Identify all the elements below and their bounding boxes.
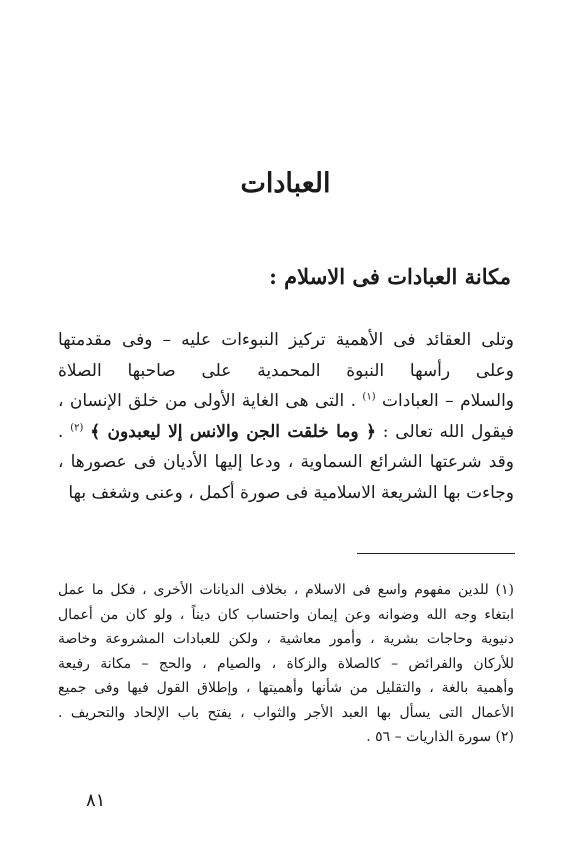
- body-line-2: وعلى رأسها النبوة المحمدية على صاحبها الصلاة: [58, 360, 514, 381]
- footnotes: [58, 578, 514, 750]
- body-line-3: [58, 386, 514, 417]
- body-line-3-start: والسلام – العبادات: [382, 391, 515, 411]
- body-line-5: وقد شرعتها الشرائع السماوية ، ودعا إليها الأديان فى عصورها ،: [58, 452, 514, 472]
- footnote-mark-2: (٢): [70, 421, 84, 433]
- body-line-4-start: فيقول الله تعالى :: [382, 421, 514, 442]
- quran-verse: ﴿ وما خلقت الجن والانس إلا ليعبدون ﴾: [90, 421, 376, 442]
- body-line-1: وتلى العقائد فى الأهمية تركيز النبوءات عليه – وفى مقدمتها: [58, 330, 514, 350]
- footnote-line-2: ابتغاء وجه الله وضوانه وعن إيمان واحتساب كان ديناً ، ولو كان من أعمال: [58, 606, 514, 623]
- footnote-line-1: (١) للدين مفهوم واسع فى الاسلام ، بخلاف الديانات الأخرى ، فكل ما عمل: [58, 582, 514, 598]
- chapter-title: العبادات: [240, 168, 331, 199]
- body-paragraph: [58, 325, 514, 508]
- footnote-line-4: للأركان والفرائض – كالصلاة والزكاة ، والصيام ، والحج – مكانة رفيعة: [58, 655, 514, 672]
- body-line-4: فيقول الله تعالى : ﴿ وما خلقت الجن والانس إلا ليعبدون ﴾ $^{(٢)}$ .: [58, 421, 514, 442]
- footnote-line-6: الأعمال التى يسأل بها العبد الأجر والثواب ، يفتح باب الإلحاد والتحريف .: [58, 704, 514, 721]
- footnote-line-7: (٢) سورة الذاريات – ٥٦ .: [366, 729, 514, 745]
- footnote-mark-1: (١): [362, 391, 376, 403]
- footnote-line-5: وأهمية بالغة ، والتقليل من شأنها وأهميتها ، وإطلاق القول فيها وفى جميع: [58, 680, 514, 696]
- body-line-6: وجاءت بها الشريعة الاسلامية فى صورة أكمل ، وعنى وشغف بها: [68, 482, 514, 503]
- body-line-3-end: . التى هى الغاية الأولى من خلق الإنسان ،: [58, 391, 356, 411]
- page-number: ٨١: [86, 790, 106, 811]
- footnote-line-3: دنيوية وحاجات بشرية ، وأمور معاشية ، ولكن للعبادات المشروعة وخاصة: [58, 631, 514, 647]
- footnote-divider: [357, 553, 515, 554]
- section-heading: مكانة العبادات فى الاسلام :: [269, 264, 511, 289]
